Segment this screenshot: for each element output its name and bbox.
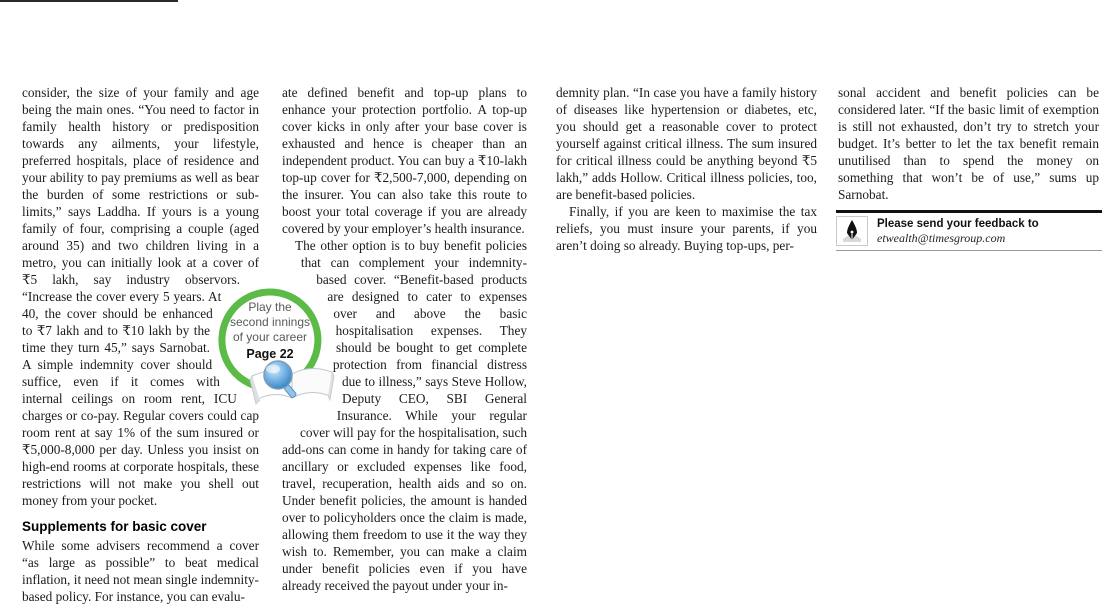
article-column-4: [838, 84, 1099, 203]
pen-nib-icon: [836, 216, 868, 246]
feedback-email: etwealth@timesgroup.com: [877, 230, 1006, 245]
feedback-text: [877, 218, 1039, 245]
feedback-box: [836, 210, 1102, 251]
article-paragraph: demnity plan. “In case you have a family history of diseases like hypertension or diabetes, etc, you should get a reasonable cover to protect yourself against critical illness. The sum insured for critical illness could be anything beyond ₹5 lakh,” adds Hollow. Critical illness policies, too, are benefit-based policies.: [556, 85, 817, 202]
promo-page-ref: Page 22: [246, 347, 294, 361]
article-paragraph: Finally, if you are keen to maximise the tax reliefs, you must insure your parents, if you aren’t doing so already. Buying top-ups, per-: [556, 204, 817, 253]
book-magnifier-icon: [248, 358, 336, 408]
article-paragraph: While some advisers recommend a cover “as large as possible” to beat medical inflation, it need not mean single indemnity-based policy. For instance, you can evalu-: [22, 538, 259, 604]
promo-badge-text: [220, 300, 320, 362]
feedback-title: Please send your feedback to: [877, 217, 1039, 230]
promo-line: second innings: [229, 315, 311, 329]
promo-line: of your career: [232, 330, 308, 344]
article-paragraph: sonal accident and benefit policies can be considered later. “If the basic limit of exemption is still not exhausted, don’t try to stretch your budget. It’s better to let the tax benefit remain unutilised than to spend the money on something that won’t be of use,” sums up Sarnobat.: [838, 85, 1099, 202]
article-column-3: [556, 84, 817, 254]
article-paragraph: The other option is to buy benefit policies that can complement your indemnity-based cover. “Benefit-based products are designed to cater to expenses over and above the basic hospitalisation expenses. They should be bought to get complete protection from financial distress due to illness,” says Steve Hollow, Deputy CEO, SBI General Insurance. While your regular cover will pay for the hospitalisation, such add-ons can come in handy for taking care of ancillary or excluded expenses like food, travel, recuperation, health aids and so on. Under benefit policies, the amount is handed over to policyholders once the claim is made, allowing them freedom to use it the way they wish to. Remember, you can make a claim under benefit policies even if you have already received the payout under your in-: [282, 238, 527, 593]
page-top-rule: [0, 0, 178, 2]
article-paragraph: consider, the size of your family and age being the main ones. “You need to factor in family health history or predisposition towards any ailments, your lifestyle, preferred hospitals, place of residence and your ability to pay premiums as well as bear the burden of some restrictions or sub-limits,” says Laddha. If yours is a young family of four, comprising a couple (aged around 35) and two children living in a metro, you can initially look at a cover of ₹5 lakh, say industry observors. “Increase the cover every 5 years. At 40, the cover should be enhanced to ₹7 lakh and to ₹10 lakh by the time they turn 45,” says Sarnobat. A simple indemnity cover should suffice, even if it comes with internal ceilings on room rent, ICU charges or co-pay. Regular covers could cap room rent at say 1% of the sum insured or ₹5,000-8,000 per day. Unless you insist on high-end rooms at corporate hospitals, these restrictions will not make you shell out money from your pocket.: [22, 85, 259, 508]
article-paragraph: ate defined benefit and top-up plans to enhance your protection portfolio. A top-up cover kicks in only after your base cover is exhausted and hence is cheaper than an independent product. You can buy a ₹10-lakh top-up cover for ₹2,500-7,000, depending on the insurer. You can also take this route to boost your total coverage if you are already covered by your employer’s health insurance.: [282, 85, 527, 236]
section-subhead: Supplements for basic cover: [22, 519, 207, 534]
promo-line: Play the: [248, 300, 292, 314]
